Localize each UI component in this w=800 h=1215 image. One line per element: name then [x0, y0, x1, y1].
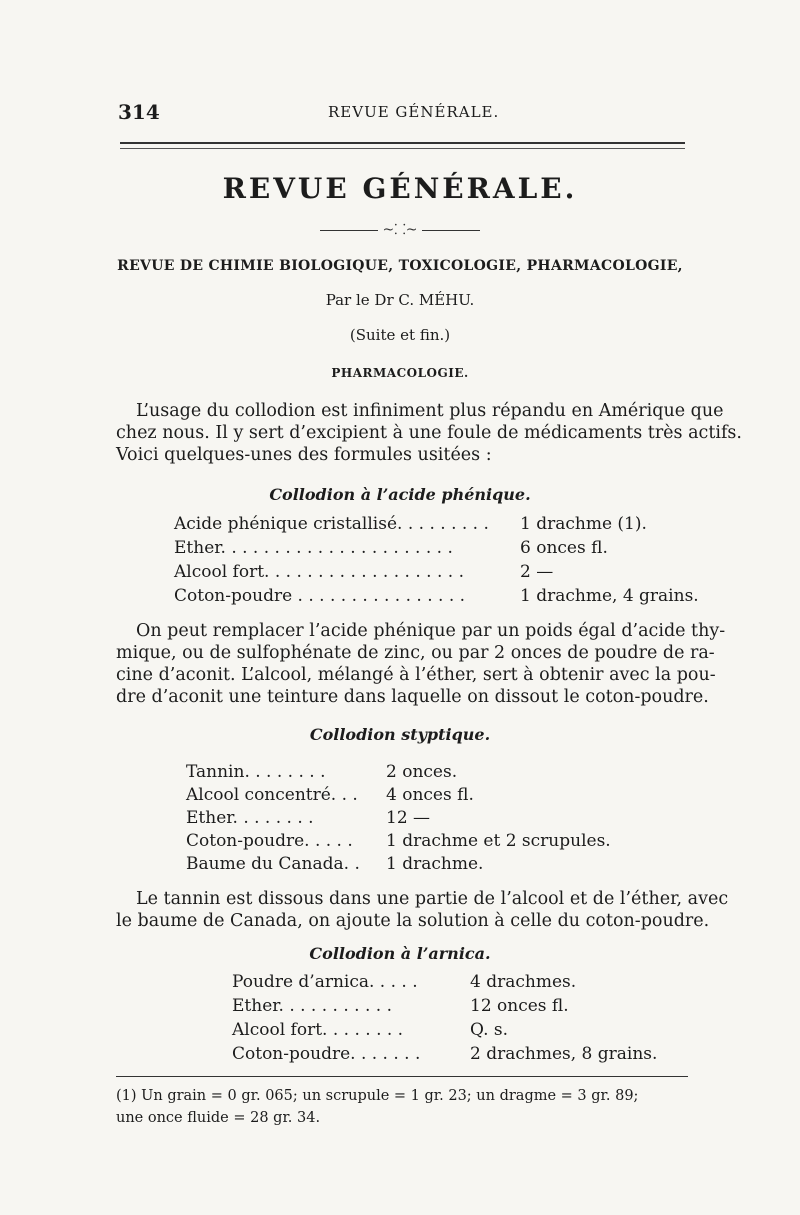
recipe-quantity: 1 drachme, 4 grains. [520, 586, 699, 606]
recipe-quantity: 12 — [386, 808, 431, 828]
recipe-title: Collodion styptique. [309, 725, 491, 744]
recipe-ingredient: Alcool concentré. . . [186, 785, 358, 805]
paragraph-line: Voici quelques-unes des formules usitées : [116, 445, 492, 465]
recipe-ingredient: Baume du Canada. . [186, 854, 360, 874]
paragraph-line: le baume de Canada, on ajoute la solution à celle du coton-poudre. [116, 911, 710, 931]
ornament-divider: ~⸬~ [0, 220, 800, 239]
recipe-title: Collodion à l’acide phénique. [269, 485, 531, 504]
paragraph-line: cine d’aconit. L’alcool, mélangé à l’éther, sert à obtenir avec la pou- [116, 665, 716, 685]
page-number: 314 [118, 100, 160, 124]
footnote-line: (1) Un grain = 0 gr. 065; un scrupule = 1 gr. 23; un dragme = 3 gr. 89; [116, 1088, 639, 1104]
paragraph-line: chez nous. Il y sert d’excipient à une foule de médicaments très actifs. [116, 423, 742, 443]
body-paragraph [116, 888, 729, 932]
recipe-quantity: 2 — [520, 562, 554, 582]
recipe-ingredient: Coton-poudre . . . . . . . . . . . . . . . . [174, 586, 466, 606]
paragraph-line: Le tannin est dissous dans une partie de l’alcool et de l’éther, avec [136, 889, 729, 909]
article-subtitle: REVUE DE CHIMIE BIOLOGIQUE, TOXICOLOGIE, PHARMACOLOGIE, [117, 258, 683, 274]
recipe-ingredient: Ether. . . . . . . . . . . . . . . . . . . . . . [174, 538, 453, 558]
recipe-quantity: 1 drachme. [386, 854, 484, 874]
author-line: Par le Dr C. MÉHU. [325, 291, 475, 309]
recipe-quantity: 2 drachmes, 8 grains. [470, 1044, 658, 1064]
header-rule [120, 142, 685, 149]
running-head-title: REVUE GÉNÉRALE. [328, 103, 500, 121]
recipe-quantity: Q. s. [470, 1020, 509, 1040]
recipe-ingredient: Coton-poudre. . . . . [186, 831, 353, 851]
footnote-line: une once fluide = 28 gr. 34. [116, 1110, 321, 1126]
section-heading: PHARMACOLOGIE. [331, 366, 469, 380]
continuation-note: (Suite et fin.) [349, 326, 451, 344]
recipe-ingredient: Alcool fort. . . . . . . . . . . . . . . . . . . [174, 562, 464, 582]
paragraph-line: dre d’aconit une teinture dans laquelle on dissout le coton-poudre. [116, 687, 709, 707]
recipe-ingredient: Ether. . . . . . . . [186, 808, 314, 828]
recipe-title: Collodion à l’arnica. [309, 944, 491, 963]
recipe-ingredient: Ether. . . . . . . . . . . [232, 996, 392, 1016]
paragraph-line: L’usage du collodion est infiniment plus répandu en Amérique que [136, 401, 724, 421]
body-paragraph [116, 620, 726, 708]
recipe-ingredient: Alcool fort. . . . . . . . [232, 1020, 404, 1040]
recipe-quantity: 4 onces fl. [386, 785, 474, 805]
footnote-rule [116, 1076, 688, 1077]
paragraph-line: On peut remplacer l’acide phénique par un poids égal d’acide thy- [136, 621, 726, 641]
recipe-ingredient: Acide phénique cristallisé. . . . . . . . . [174, 514, 489, 534]
article-title: REVUE GÉNÉRALE. [222, 172, 578, 205]
recipe-quantity: 1 drachme et 2 scrupules. [386, 831, 611, 851]
recipe-quantity: 12 onces fl. [470, 996, 569, 1016]
recipe-ingredient: Tannin. . . . . . . . [186, 762, 326, 782]
recipe-quantity: 6 onces fl. [520, 538, 608, 558]
recipe-quantity: 2 onces. [386, 762, 458, 782]
recipe-ingredient: Coton-poudre. . . . . . . [232, 1044, 421, 1064]
recipe-quantity: 1 drachme (1). [520, 514, 647, 534]
recipe-ingredient: Poudre d’arnica. . . . . [232, 972, 418, 992]
intro-paragraph [116, 400, 742, 466]
paragraph-line: mique, ou de sulfophénate de zinc, ou par 2 onces de poudre de ra- [116, 643, 715, 663]
recipe-quantity: 4 drachmes. [470, 972, 577, 992]
